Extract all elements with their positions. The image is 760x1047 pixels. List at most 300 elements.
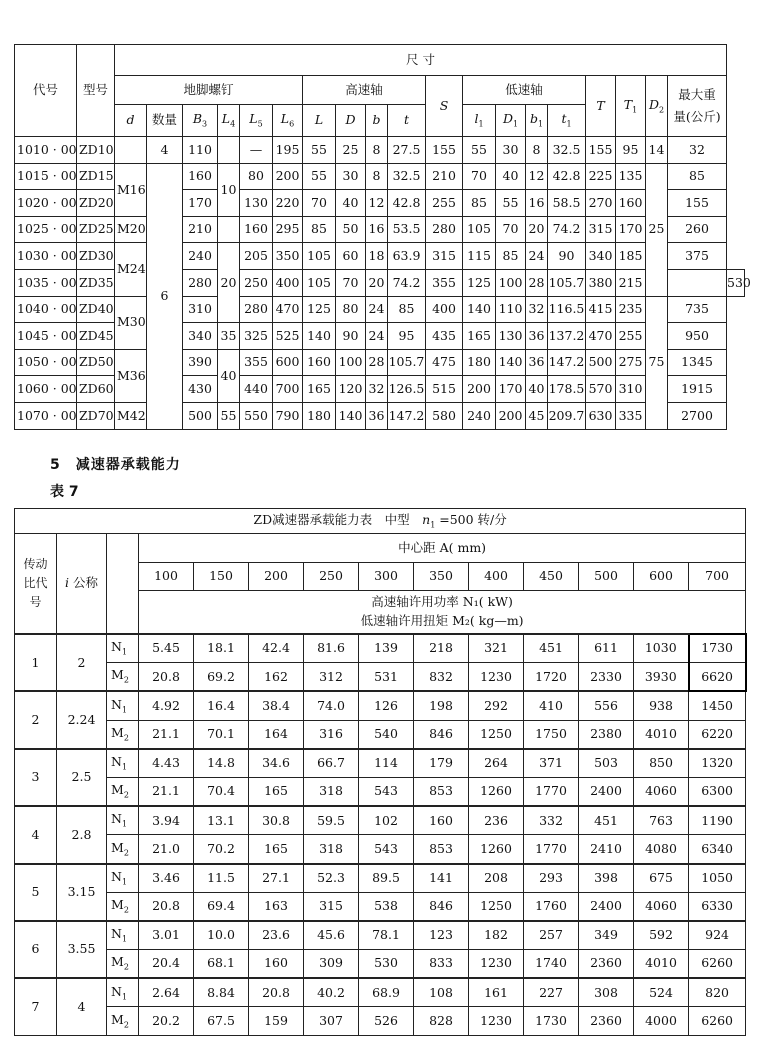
header-l1: $l_1$ bbox=[463, 105, 496, 137]
cell-code: 1045 · 00 bbox=[15, 323, 77, 350]
cell-l1: 240 bbox=[463, 402, 496, 429]
cell-torque: 1740 bbox=[524, 950, 579, 979]
header-distance: 100 bbox=[139, 563, 194, 591]
cell-t-cap: 340 bbox=[586, 243, 616, 270]
cell-l1: 115 bbox=[463, 243, 496, 270]
cell-d: M42 bbox=[115, 402, 147, 429]
cell-t-cap: 315 bbox=[586, 216, 616, 243]
cell-torque: 20.2 bbox=[139, 1007, 194, 1035]
cell-ratio-code: 3 bbox=[15, 749, 57, 806]
cell-d1: 85 bbox=[496, 243, 526, 270]
cell-t-cap: 415 bbox=[586, 296, 616, 323]
cell-torque: 165 bbox=[249, 777, 304, 806]
cell-b3: 160 bbox=[183, 163, 218, 190]
cell-model: ZD50 bbox=[77, 349, 115, 376]
cell-t: 53.5 bbox=[388, 216, 426, 243]
cell-l: 165 bbox=[303, 376, 336, 403]
cell-code: 1030 · 00 bbox=[15, 243, 77, 270]
header-t1-lower: $t_1$ bbox=[548, 105, 586, 137]
cell-l: 55 bbox=[303, 137, 336, 164]
cell-power: 938 bbox=[634, 691, 689, 720]
cell-t1: 147.2 bbox=[548, 349, 586, 376]
cell-power: 924 bbox=[689, 921, 746, 950]
cell-torque: 1260 bbox=[469, 835, 524, 864]
cell-power: 66.7 bbox=[304, 749, 359, 778]
cell-b3: 170 bbox=[183, 190, 218, 217]
cell-torque: 531 bbox=[359, 663, 414, 692]
cell-nominal-ratio: 2.5 bbox=[57, 749, 107, 806]
cell-b: 8 bbox=[366, 137, 388, 164]
header-s: S bbox=[426, 76, 463, 137]
cell-power: 257 bbox=[524, 921, 579, 950]
cell-d2: 25 bbox=[646, 163, 668, 296]
cell-l1: 200 bbox=[463, 376, 496, 403]
cell-b1: 28 bbox=[526, 269, 548, 296]
header-ratio-code: 传动比代号 bbox=[15, 534, 57, 635]
cell-power: 42.4 bbox=[249, 634, 304, 663]
cell-d1: 40 bbox=[496, 163, 526, 190]
cell-torque: 6260 bbox=[689, 1007, 746, 1035]
cell-power: 40.2 bbox=[304, 978, 359, 1007]
cell-s: 435 bbox=[426, 323, 463, 350]
cell-t1-cap: 170 bbox=[616, 216, 646, 243]
cell-l5: 250 bbox=[240, 269, 273, 296]
header-t-lower: t bbox=[388, 105, 426, 137]
header-center-distance: 中心距 A( mm) bbox=[139, 534, 746, 563]
cell-ratio-code: 5 bbox=[15, 864, 57, 921]
cell-power: 179 bbox=[414, 749, 469, 778]
cell-d1: 170 bbox=[496, 376, 526, 403]
cell-torque: 312 bbox=[304, 663, 359, 692]
header-distance: 450 bbox=[524, 563, 579, 591]
cell-power-label: $N_1$ bbox=[107, 691, 139, 720]
cell-power: 78.1 bbox=[359, 921, 414, 950]
cell-torque-label: $M_2$ bbox=[107, 835, 139, 864]
cell-s: 400 bbox=[426, 296, 463, 323]
cell-torque: 21.1 bbox=[139, 777, 194, 806]
cell-power: 236 bbox=[469, 806, 524, 835]
cell-power-label: $N_1$ bbox=[107, 749, 139, 778]
cell-torque: 2400 bbox=[579, 777, 634, 806]
cell-s: 580 bbox=[426, 402, 463, 429]
cell-d-cap: 40 bbox=[336, 190, 366, 217]
cell-b3: 240 bbox=[183, 243, 218, 270]
cell-b1: 20 bbox=[526, 216, 548, 243]
cell-t1: 137.2 bbox=[548, 323, 586, 350]
cell-nominal-ratio: 3.15 bbox=[57, 864, 107, 921]
cell-torque: 4010 bbox=[634, 950, 689, 979]
cell-s: 475 bbox=[426, 349, 463, 376]
dimensions-table bbox=[14, 44, 751, 430]
header-dimensions: 尺 寸 bbox=[115, 45, 727, 76]
cell-torque: 1230 bbox=[469, 663, 524, 692]
cell-count: 6 bbox=[147, 163, 183, 429]
cell-d-cap: 140 bbox=[336, 402, 366, 429]
cell-power: 141 bbox=[414, 864, 469, 893]
cell-power: 264 bbox=[469, 749, 524, 778]
cell-power: 8.84 bbox=[194, 978, 249, 1007]
cell-ratio-code: 6 bbox=[15, 921, 57, 978]
cell-power: 18.1 bbox=[194, 634, 249, 663]
cell-ratio-code: 1 bbox=[15, 634, 57, 691]
cell-d2: 14 bbox=[646, 137, 668, 164]
cell-torque: 530 bbox=[359, 950, 414, 979]
cell-d1: 70 bbox=[496, 216, 526, 243]
cell-b1: 32 bbox=[526, 296, 548, 323]
cell-l1: 125 bbox=[463, 269, 496, 296]
cell-b3: 430 bbox=[183, 376, 218, 403]
cell-torque: 309 bbox=[304, 950, 359, 979]
cell-code: 1050 · 00 bbox=[15, 349, 77, 376]
table-row bbox=[15, 864, 746, 893]
table-row bbox=[15, 634, 746, 663]
cell-power: 68.9 bbox=[359, 978, 414, 1007]
cell-torque: 318 bbox=[304, 835, 359, 864]
cell-d1: 140 bbox=[496, 349, 526, 376]
cell-power: 126 bbox=[359, 691, 414, 720]
cell-torque: 1720 bbox=[524, 663, 579, 692]
cell-power: 5.45 bbox=[139, 634, 194, 663]
cell-l1: 70 bbox=[463, 163, 496, 190]
table-row bbox=[15, 921, 746, 950]
cell-l4: 35 bbox=[218, 323, 240, 350]
cell-model: ZD25 bbox=[77, 216, 115, 243]
table-row bbox=[15, 1007, 746, 1035]
cell-power: 3.46 bbox=[139, 864, 194, 893]
cell-model: ZD45 bbox=[77, 323, 115, 350]
cell-s: 255 bbox=[426, 190, 463, 217]
cell-l1: 55 bbox=[463, 137, 496, 164]
cell-power: 13.1 bbox=[194, 806, 249, 835]
cell-power-label: $N_1$ bbox=[107, 806, 139, 835]
cell-ratio-code: 7 bbox=[15, 978, 57, 1035]
cell-torque: 540 bbox=[359, 720, 414, 749]
cell-power: 38.4 bbox=[249, 691, 304, 720]
cell-power: 398 bbox=[579, 864, 634, 893]
cell-nominal-ratio: 2 bbox=[57, 634, 107, 691]
cell-power: 675 bbox=[634, 864, 689, 893]
cell-b: 32 bbox=[366, 376, 388, 403]
cell-t: 85 bbox=[388, 296, 426, 323]
cell-torque: 846 bbox=[414, 720, 469, 749]
cell-l: 125 bbox=[303, 296, 336, 323]
cell-t1-cap: 310 bbox=[616, 376, 646, 403]
cell-torque: 4060 bbox=[634, 777, 689, 806]
cell-l: 70 bbox=[303, 190, 336, 217]
cell-weight: 950 bbox=[668, 323, 727, 350]
header-low-speed-shaft: 低速轴 bbox=[463, 76, 586, 105]
cell-d-cap: 100 bbox=[336, 349, 366, 376]
cell-d: M24 bbox=[115, 243, 147, 296]
cell-code: 1010 · 00 bbox=[15, 137, 77, 164]
header-b: b bbox=[366, 105, 388, 137]
cell-torque: 833 bbox=[414, 950, 469, 979]
table-row bbox=[15, 806, 746, 835]
cell-t1: 178.5 bbox=[548, 376, 586, 403]
cell-power: 16.4 bbox=[194, 691, 249, 720]
cell-l: 180 bbox=[303, 402, 336, 429]
cell-t-cap: 470 bbox=[586, 323, 616, 350]
cell-l: 55 bbox=[303, 163, 336, 190]
cell-b: 24 bbox=[366, 323, 388, 350]
cell-d1: 130 bbox=[496, 323, 526, 350]
cell-torque: 4080 bbox=[634, 835, 689, 864]
cell-l5: — bbox=[240, 137, 273, 164]
cell-torque: 20.8 bbox=[139, 663, 194, 692]
cell-power: 1320 bbox=[689, 749, 746, 778]
cell-power: 34.6 bbox=[249, 749, 304, 778]
cell-torque: 70.2 bbox=[194, 835, 249, 864]
cell-power: 371 bbox=[524, 749, 579, 778]
table-row bbox=[15, 243, 745, 270]
cell-torque: 69.4 bbox=[194, 892, 249, 921]
table-row bbox=[15, 137, 745, 164]
cell-d1: 200 bbox=[496, 402, 526, 429]
cell-model: ZD20 bbox=[77, 190, 115, 217]
table-row bbox=[15, 216, 745, 243]
cell-torque: 2360 bbox=[579, 950, 634, 979]
cell-b: 12 bbox=[366, 190, 388, 217]
cell-power: 27.1 bbox=[249, 864, 304, 893]
cell-d1: 30 bbox=[496, 137, 526, 164]
header-code: 代号 bbox=[15, 45, 77, 137]
cell-l6: 470 bbox=[273, 296, 303, 323]
header-l4: $L_4$ bbox=[218, 105, 240, 137]
cell-weight: 375 bbox=[668, 243, 727, 270]
cell-l5: 160 bbox=[240, 216, 273, 243]
cell-l4: 20 bbox=[218, 243, 240, 323]
cell-d: M36 bbox=[115, 349, 147, 402]
cell-torque: 6220 bbox=[689, 720, 746, 749]
cell-torque: 307 bbox=[304, 1007, 359, 1035]
cell-b: 16 bbox=[366, 216, 388, 243]
cell-l: 160 bbox=[303, 349, 336, 376]
cell-l1: 105 bbox=[463, 216, 496, 243]
cell-b3: 210 bbox=[183, 216, 218, 243]
cell-torque-label: $M_2$ bbox=[107, 720, 139, 749]
cell-torque: 832 bbox=[414, 663, 469, 692]
cell-power: 592 bbox=[634, 921, 689, 950]
cell-torque: 853 bbox=[414, 777, 469, 806]
cell-code: 1020 · 00 bbox=[15, 190, 77, 217]
cell-power: 850 bbox=[634, 749, 689, 778]
cell-power: 45.6 bbox=[304, 921, 359, 950]
cell-d bbox=[115, 137, 147, 164]
cell-power: 4.92 bbox=[139, 691, 194, 720]
cell-b1: 36 bbox=[526, 349, 548, 376]
cell-t1-cap: 215 bbox=[616, 269, 646, 296]
cell-l1: 165 bbox=[463, 323, 496, 350]
cell-d-cap: 80 bbox=[336, 296, 366, 323]
cell-l5: 130 bbox=[240, 190, 273, 217]
cell-power: 1030 bbox=[634, 634, 689, 663]
cell-power-label: $N_1$ bbox=[107, 864, 139, 893]
cell-l5: 440 bbox=[240, 376, 273, 403]
cell-b1: 45 bbox=[526, 402, 548, 429]
header-b1: $b_1$ bbox=[526, 105, 548, 137]
cell-t-cap: 380 bbox=[586, 269, 616, 296]
cell-t: 42.8 bbox=[388, 190, 426, 217]
header-distance: 250 bbox=[304, 563, 359, 591]
cell-nominal-ratio: 2.8 bbox=[57, 806, 107, 863]
header-units: 高速轴许用功率 N₁( kW) 低速轴许用扭矩 M₂( kg—m) bbox=[139, 591, 746, 635]
header-l6: $L_6$ bbox=[273, 105, 303, 137]
cell-b3: 280 bbox=[183, 269, 218, 296]
cell-l4: 55 bbox=[218, 402, 240, 429]
cell-torque: 160 bbox=[249, 950, 304, 979]
cell-b3: 500 bbox=[183, 402, 218, 429]
cell-torque: 1250 bbox=[469, 720, 524, 749]
cell-model: ZD40 bbox=[77, 296, 115, 323]
cell-power: 349 bbox=[579, 921, 634, 950]
cell-nominal-ratio: 2.24 bbox=[57, 691, 107, 748]
cell-l: 105 bbox=[303, 243, 336, 270]
cell-torque: 4000 bbox=[634, 1007, 689, 1035]
cell-d-cap: 120 bbox=[336, 376, 366, 403]
cell-torque: 1260 bbox=[469, 777, 524, 806]
table-row bbox=[15, 892, 746, 921]
header-l5: $L_5$ bbox=[240, 105, 273, 137]
cell-count: 4 bbox=[147, 137, 183, 164]
cell-power: 108 bbox=[414, 978, 469, 1007]
cell-l: 140 bbox=[303, 323, 336, 350]
cell-power: 59.5 bbox=[304, 806, 359, 835]
cell-b: 18 bbox=[366, 243, 388, 270]
cell-t: 63.9 bbox=[388, 243, 426, 270]
cell-torque: 163 bbox=[249, 892, 304, 921]
cell-power: 14.8 bbox=[194, 749, 249, 778]
header-distance: 200 bbox=[249, 563, 304, 591]
cell-power: 227 bbox=[524, 978, 579, 1007]
cell-model: ZD60 bbox=[77, 376, 115, 403]
cell-d1: 110 bbox=[496, 296, 526, 323]
cell-t: 126.5 bbox=[388, 376, 426, 403]
cell-power: 611 bbox=[579, 634, 634, 663]
cell-torque: 4060 bbox=[634, 892, 689, 921]
table-row bbox=[15, 835, 746, 864]
cell-torque: 6330 bbox=[689, 892, 746, 921]
cell-t1: 74.2 bbox=[548, 216, 586, 243]
cell-l5: 80 bbox=[240, 163, 273, 190]
cell-torque: 543 bbox=[359, 777, 414, 806]
cell-power: 52.3 bbox=[304, 864, 359, 893]
cell-power: 10.0 bbox=[194, 921, 249, 950]
header-model: 型号 bbox=[77, 45, 115, 137]
cell-torque: 68.1 bbox=[194, 950, 249, 979]
header-d-cap: D bbox=[336, 105, 366, 137]
cell-power: 321 bbox=[469, 634, 524, 663]
cell-weight: 32 bbox=[668, 137, 727, 164]
cell-torque: 6260 bbox=[689, 950, 746, 979]
cell-torque: 1770 bbox=[524, 777, 579, 806]
cell-torque: 1730 bbox=[524, 1007, 579, 1035]
cell-torque: 6620 bbox=[689, 663, 746, 692]
cell-t1-cap: 160 bbox=[616, 190, 646, 217]
header-l: L bbox=[303, 105, 336, 137]
cell-torque: 828 bbox=[414, 1007, 469, 1035]
header-distance: 350 bbox=[414, 563, 469, 591]
cell-torque: 543 bbox=[359, 835, 414, 864]
cell-code: 1070 · 00 bbox=[15, 402, 77, 429]
cell-d: M30 bbox=[115, 296, 147, 349]
cell-d-cap: 90 bbox=[336, 323, 366, 350]
cell-t1: 105.7 bbox=[548, 269, 586, 296]
cell-power: 198 bbox=[414, 691, 469, 720]
cell-d-cap: 50 bbox=[336, 216, 366, 243]
cell-torque: 538 bbox=[359, 892, 414, 921]
cell-code: 1015 · 00 bbox=[15, 163, 77, 190]
cell-t1-cap: 95 bbox=[616, 137, 646, 164]
cell-power: 293 bbox=[524, 864, 579, 893]
cell-l6: 790 bbox=[273, 402, 303, 429]
cell-b3: 390 bbox=[183, 349, 218, 376]
cell-power: 11.5 bbox=[194, 864, 249, 893]
cell-code: 1040 · 00 bbox=[15, 296, 77, 323]
cell-t1: 116.5 bbox=[548, 296, 586, 323]
cell-t: 147.2 bbox=[388, 402, 426, 429]
cell-t1-cap: 335 bbox=[616, 402, 646, 429]
cell-t1: 58.5 bbox=[548, 190, 586, 217]
cell-l4: 40 bbox=[218, 349, 240, 402]
cell-power: 30.8 bbox=[249, 806, 304, 835]
cell-torque: 6340 bbox=[689, 835, 746, 864]
cell-model: ZD70 bbox=[77, 402, 115, 429]
cell-l4 bbox=[218, 216, 240, 243]
header-d: d bbox=[115, 105, 147, 137]
cell-t: 32.5 bbox=[388, 163, 426, 190]
cell-l4 bbox=[218, 137, 240, 164]
cell-power: 820 bbox=[689, 978, 746, 1007]
cell-weight: 155 bbox=[668, 190, 727, 217]
cell-weight: 2700 bbox=[668, 402, 727, 429]
cell-weight: 735 bbox=[668, 296, 727, 323]
cell-torque: 70.1 bbox=[194, 720, 249, 749]
table-row bbox=[15, 691, 746, 720]
cell-l6: 220 bbox=[273, 190, 303, 217]
cell-b1: 16 bbox=[526, 190, 548, 217]
cell-torque: 1760 bbox=[524, 892, 579, 921]
cell-torque: 165 bbox=[249, 835, 304, 864]
header-max-weight: 最大重 量(公斤) bbox=[668, 76, 727, 137]
table-row bbox=[15, 163, 745, 190]
cell-t1-cap: 135 bbox=[616, 163, 646, 190]
cell-torque: 6300 bbox=[689, 777, 746, 806]
cell-b1: 36 bbox=[526, 323, 548, 350]
cell-code: 1060 · 00 bbox=[15, 376, 77, 403]
cell-torque: 164 bbox=[249, 720, 304, 749]
cell-torque: 315 bbox=[304, 892, 359, 921]
cell-power: 1450 bbox=[689, 691, 746, 720]
cell-model: ZD10 bbox=[77, 137, 115, 164]
cell-t: 105.7 bbox=[388, 349, 426, 376]
cell-d-cap: 60 bbox=[336, 243, 366, 270]
cell-power: 1050 bbox=[689, 864, 746, 893]
cell-power: 182 bbox=[469, 921, 524, 950]
cell-power: 503 bbox=[579, 749, 634, 778]
cell-t1: 90 bbox=[548, 243, 586, 270]
cell-power: 102 bbox=[359, 806, 414, 835]
cell-power: 332 bbox=[524, 806, 579, 835]
cell-torque: 70.4 bbox=[194, 777, 249, 806]
cell-l4: 10 bbox=[218, 163, 240, 216]
cell-torque: 4010 bbox=[634, 720, 689, 749]
cell-torque: 1230 bbox=[469, 1007, 524, 1035]
cell-b1: 24 bbox=[526, 243, 548, 270]
cell-torque-label: $M_2$ bbox=[107, 663, 139, 692]
cell-l5: 355 bbox=[240, 349, 273, 376]
cell-l6: 525 bbox=[273, 323, 303, 350]
cell-power: 208 bbox=[469, 864, 524, 893]
